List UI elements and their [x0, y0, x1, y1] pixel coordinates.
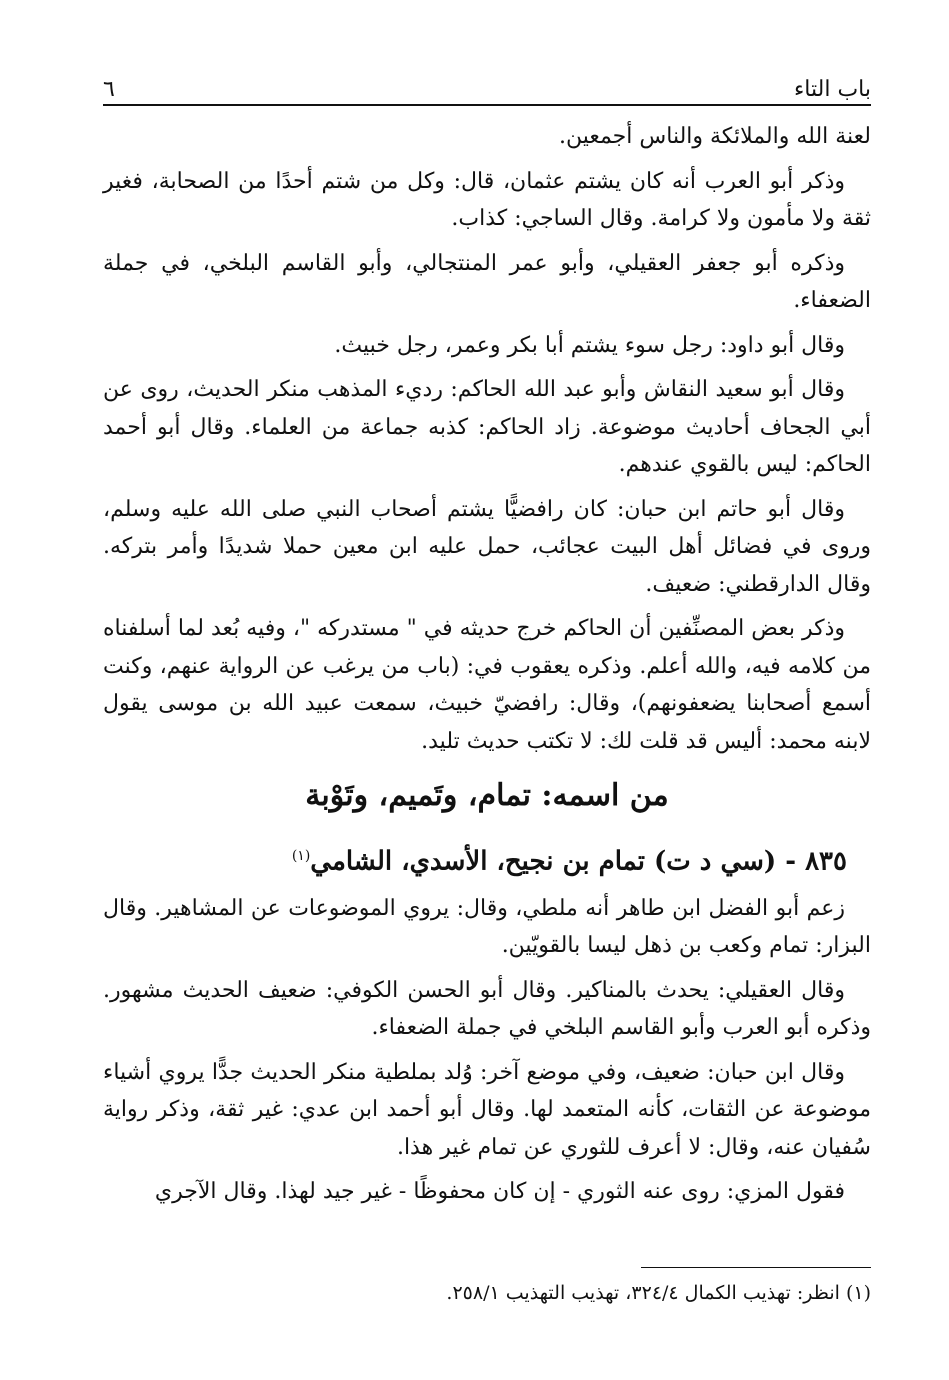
section-title: من اسمه: تمام، وتَميم، وتَوْبة	[305, 778, 669, 813]
body-text	[103, 118, 871, 1218]
paragraph: لعنة الله والملائكة والناس أجمعين.	[558, 124, 871, 149]
paragraph: وقال أبو سعيد النقاش وأبو عبد الله الحاكم: رديء المذهب منكر الحديث، روى عن أبي الجحاف أحاديث موضوعة. زاد الحاكم: كذبه جماعة من العلماء. وقال أبو أحمد الحاكم: ليس بالقوي عندهم.	[103, 377, 871, 477]
paragraph: وقال ابن حبان: ضعيف، وفي موضع آخر: وُلد بملطية منكر الحديث جدًّا يروي أشياء موضوعة عن الثقات، كأنه المتعمد لها. وقال أبو أحمد ابن عدي: غير ثقة، وذكر رواية سُفيان عنه، وقال: لا أعرف للثوري عن تمام غير هذا.	[103, 1059, 871, 1160]
paragraph: وذكر بعض المصنِّفين أن الحاكم خرج حديثه في " مستدركه "، وفيه بُعد لما أسلفناه من كلامه فيه، والله أعلم. وذكره يعقوب في: (باب من يرغب عن الرواية عنهم، وكنت أسمع أصحابنا يضعفونهم)، وقال: رافضيّ خبيث، سمعت عبيد الله بن موسى يقول لابنه محمد: أليس قد قلت لك: لا تكتب حديث تليد.	[103, 616, 871, 754]
paragraph: وذكره أبو جعفر العقيلي، وأبو عمر المنتجالي، وأبو القاسم البلخي، في جملة الضعفاء.	[103, 250, 871, 313]
page-number: ٦	[103, 77, 115, 102]
paragraph: وذكر أبو العرب أنه كان يشتم عثمان، قال: وكل من شتم أحدًا من الصحابة، فغير ثقة ولا مأمون ولا كرامة. وقال الساجي: كذاب.	[103, 168, 871, 231]
paragraph: وقال العقيلي: يحدث بالمناكير. وقال أبو الحسن الكوفي: ضعيف الحديث مشهور. وذكره أبو العرب وأبو القاسم البلخي في جملة الضعفاء.	[103, 977, 871, 1041]
footnote: (١) انظر: تهذيب الكمال ٣٢٤/٤، تهذيب التهذيب ٢٥٨/١.	[446, 1282, 871, 1304]
paragraph: وقال أبو حاتم ابن حبان: كان رافضيًّا يشتم أصحاب النبي صلى الله عليه وسلم، وروى في فضائل أهل البيت عجائب، حمل عليه ابن معين حملا شديدًا وأمر بتركه. وقال الدارقطني: ضعيف.	[103, 496, 871, 597]
chapter-title: باب التاء	[793, 77, 871, 102]
footnote-marker: (١)	[291, 848, 311, 864]
footnote-divider	[641, 1267, 871, 1268]
entry-title-text: ٨٣٥ - (سي د ت) تمام بن نجيح، الأسدي، الشامي	[310, 846, 847, 877]
paragraph: فقول المزي: روى عنه الثوري - إن كان محفوظًا - غير جيد لهذا. وقال الآجري	[154, 1179, 845, 1205]
entry-title	[103, 836, 847, 882]
paragraph: زعم أبو الفضل ابن طاهر أنه ملطي، وقال: يروي الموضوعات عن المشاهير. وقال البزار: تمام وكعب بن ذهل ليسا بالقويّين.	[103, 895, 871, 959]
header-divider	[103, 104, 871, 106]
paragraph: وقال أبو داود: رجل سوء يشتم أبا بكر وعمر، رجل خبيث.	[334, 332, 845, 358]
page-header	[103, 62, 871, 102]
